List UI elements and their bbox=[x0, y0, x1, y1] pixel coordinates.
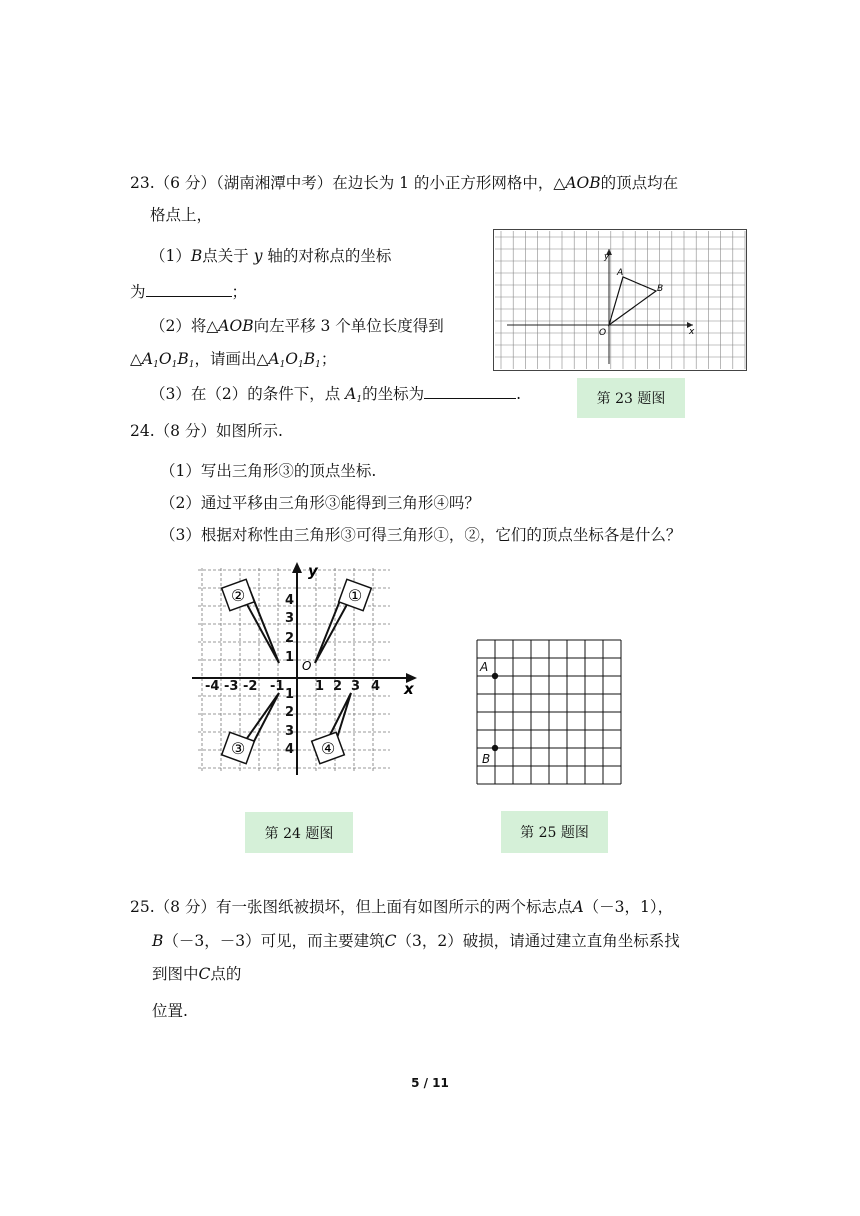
q24-caption: 第 24 题图 bbox=[245, 812, 353, 853]
q24-figure bbox=[190, 558, 422, 778]
q23-stem-line2: 格点上， bbox=[150, 206, 213, 224]
answer-blank-1[interactable] bbox=[146, 280, 232, 297]
q23-y-label: y bbox=[604, 252, 610, 262]
q24-ytick-1: 3 bbox=[285, 611, 295, 626]
q24-xtick-7: 4 bbox=[371, 679, 381, 694]
q24-xtick-0: -4 bbox=[205, 679, 220, 694]
q24-ytick-4: 1 bbox=[285, 687, 295, 702]
q24-xtick-4: 1 bbox=[315, 679, 325, 694]
q23-stem-line1: 23.（6 分）（湖南湘潭中考）在边长为 1 的小正方形网格中，△AOB的顶点均在 bbox=[130, 174, 679, 192]
answer-blank-2[interactable] bbox=[424, 382, 516, 399]
q24-xtick-6: 3 bbox=[351, 679, 361, 694]
q23-part1-answer: 为 ； bbox=[130, 280, 247, 303]
q25-line3: 到图中C点的 bbox=[152, 965, 242, 983]
q23-x-label: x bbox=[689, 327, 695, 337]
label-4: ④ bbox=[320, 739, 336, 758]
q24-ytick-7: 4 bbox=[285, 742, 295, 757]
q23-part1: （1）B点关于 y 轴的对称点的坐标 bbox=[150, 247, 392, 265]
q25-caption: 第 25 题图 bbox=[501, 811, 608, 853]
label-1: ① bbox=[347, 586, 363, 605]
q24-xtick-5: 2 bbox=[333, 679, 343, 694]
q23-origin: O bbox=[599, 328, 607, 338]
q25-line2: B（－3，－3）可见，而主要建筑C（3，2）破损，请通过建立直角坐标系找 bbox=[152, 932, 680, 950]
point-b-dot bbox=[492, 745, 498, 751]
q24-origin: O bbox=[302, 659, 312, 673]
q23-point-b: B bbox=[657, 284, 664, 294]
q25-line4: 位置. bbox=[152, 1002, 188, 1020]
q23-figure bbox=[493, 229, 747, 371]
label-2: ② bbox=[230, 586, 246, 605]
q24-part2: （2）通过平移由三角形③能得到三角形④吗？ bbox=[160, 494, 480, 512]
q24-part3: （3）根据对称性由三角形③可得三角形①，②，它们的顶点坐标各是什么？ bbox=[160, 526, 682, 544]
q24-ytick-2: 2 bbox=[285, 631, 295, 646]
q24-xtick-1: -3 bbox=[224, 679, 239, 694]
q24-part1: （1）写出三角形③的顶点坐标. bbox=[160, 462, 377, 480]
q24-xtick-2: -2 bbox=[243, 679, 258, 694]
q25-point-a: A bbox=[480, 660, 489, 674]
q24-ytick-0: 4 bbox=[285, 593, 295, 608]
q24-ytick-6: 3 bbox=[285, 724, 295, 739]
q23-caption: 第 23 题图 bbox=[577, 378, 685, 418]
q23-point-a: A bbox=[617, 268, 624, 278]
q23-part2-line2: $\triangle A_1O_1B_1$，请画出$\triangle A_1O_1B_1$； bbox=[130, 350, 337, 370]
q24-stem: 24.（8 分）如图所示. bbox=[130, 422, 283, 440]
q25-line1: 25.（8 分）有一张图纸被损坏，但上面有如图所示的两个标志点A（－3，1）， bbox=[130, 898, 674, 916]
page-number: 5 / 11 bbox=[411, 1076, 449, 1090]
q24-y-label: y bbox=[308, 562, 318, 580]
q24-x-label: x bbox=[404, 680, 414, 698]
q24-xtick-3: -1 bbox=[270, 679, 285, 694]
q23-part3: （3）在（2）的条件下，点 $A_1$的坐标为 . bbox=[150, 382, 521, 411]
label-3: ③ bbox=[230, 739, 246, 758]
point-a-dot bbox=[492, 673, 498, 679]
q24-ytick-5: 2 bbox=[285, 705, 295, 720]
q23-part2: （2）将△AOB向左平移 3 个单位长度得到 bbox=[150, 317, 444, 335]
q25-point-b: B bbox=[482, 752, 491, 766]
q24-ytick-3: 1 bbox=[285, 650, 295, 665]
q25-figure bbox=[475, 638, 625, 788]
